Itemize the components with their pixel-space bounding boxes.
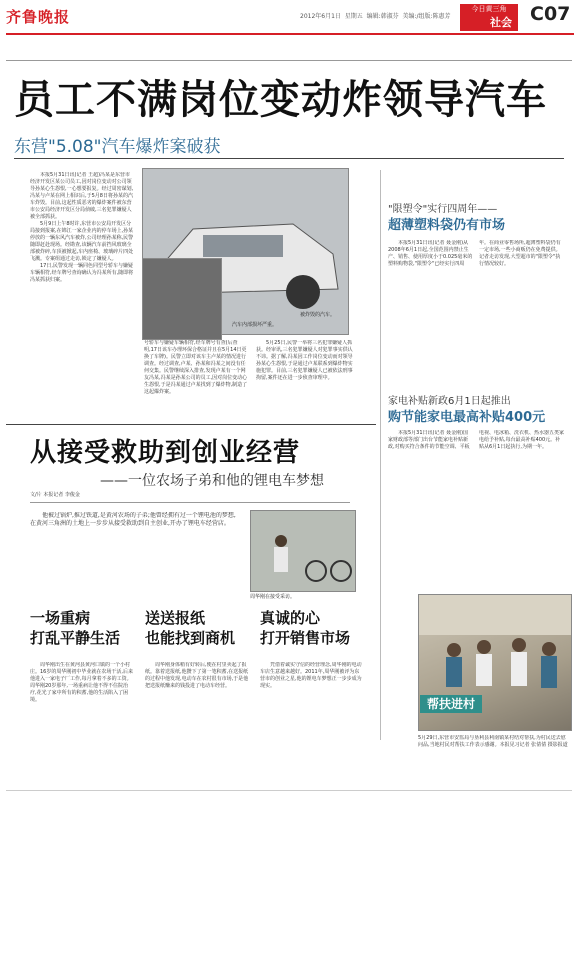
masthead-logo: 齐鲁晚报	[6, 8, 71, 26]
right2-kicker: 家电补贴新政6月1日起推出	[388, 396, 511, 407]
page-bottom-rule	[6, 790, 572, 791]
story1-rule	[14, 158, 564, 159]
right2-body: 本报5月31日讯(记者 聂金刚)国家财政部等部门出台节能家电补贴新政,对购买符合条件的节能空调、平板电视、电冰箱、洗衣机、热水器五类家电给予补贴,每台最高补贴400元。补贴从6月1日起执行,为期一年。	[388, 430, 564, 450]
story2-subhead-b-line1: 送送报纸	[145, 609, 206, 627]
story2-top-rule	[6, 424, 376, 425]
shop-image	[251, 511, 355, 591]
section-label: 社会	[460, 15, 518, 31]
right-column-divider	[380, 170, 381, 740]
right3-banner: 帮扶进村	[420, 695, 482, 713]
story2-subhead-a-line1: 一场重病	[30, 609, 91, 627]
story1-col2: 号轿车与嫌疑车辆相符,经车牌号有查(后查明,17日该车办理环保合格证并且在5月14日更换了车牌)。民警立即对该车主卢某的情况进行调查。经过调查,卢某、孙某和冯某之间没有任何交集。民警继续深入排查,发现卢某有一个网友冯某,冯某是孙某公司的员工,因对岗位变动心生怨恨,于是冯某通过卢某找到了爆炸物,制造了这起爆炸案。	[144, 340, 248, 395]
right1-kicker: "限塑令"实行四周年——	[388, 204, 498, 215]
story1-photo-caption: 汽车内部损坏严重。	[232, 322, 278, 328]
story1-photo-inset	[142, 258, 222, 340]
story2-lead: 他被过锅炉,推过铁道,是黄河农场的子弟;他曾经拥有过一个锂电池的梦想,在黄河三角洲的土地上一步步从接受救助到自主创业,开办了锂电车经营店。	[30, 512, 236, 527]
story2-col-b: 周华刚身体稍有好转后,便在村里卖起了报纸。靠着送报纸,他攒下了第一笔积蓄,在送报纸的过程中他发现,电动车在农村很有市场,于是他把送报纸赚来的钱投进了电动车经营。	[145, 662, 249, 689]
story1-headline: 员工不满岗位变动炸领导汽车	[14, 77, 547, 123]
story1-col1-p1: 本报5月31日讯(记者 王超)冯某是东营市经济开发区某公司员工,因对岗位变动对公司领导孙某心生怨恨,一心想要报复。经过周密谋划,冯某与卢某在网上相识后,于5月8日将孙某的汽车炸毁。目前,这起性质恶劣的爆炸案件被东营市公安局经济开发区分局侦破,三名犯罪嫌疑人被全部抓获。	[30, 172, 134, 220]
story1-col1-p2: 5月9日上午8时许,东营市公安局开发区分局接到报案,在锦江一家企业内的停车场上,孙某停放的一辆东风汽车被炸,公司经理孙某称,民警随即赶赴现场。经勘查,该辆汽车前挡风玻璃全部被炸碎,车顶被掀起,车内座椅、玻璃碎片四处飞溅。专案组通过走访,锁定了嫌疑人。	[30, 221, 134, 262]
story1-photo-inset-caption: 被炸毁的汽车。	[300, 312, 336, 318]
story2-subhead-b	[145, 608, 235, 648]
story2-photo	[250, 510, 356, 592]
story1-subheadline: 东营"5.08"汽车爆炸案破获	[14, 137, 221, 157]
story2-col-a: 周华刚出生在黄河县黄河口镇的一个小村庄。16岁的周华刚初中毕业就在农场干活,后来他进入一家电子厂工作,每月拿着不多的工资。周华刚20岁那年,一场重病让他不得不住院治疗,花光了家中所有的积蓄,他的生活陷入了困境。	[30, 662, 133, 703]
story2-subhead-c-line2: 打开销售市场	[260, 629, 351, 647]
story1-col3: 5月25日,民警一举将三名犯罪嫌疑人抓获。经审讯,三名犯罪嫌疑人对犯罪事实供认不讳。据了解,冯某因工作岗位变动而对领导孙某心生怨恨,于是通过卢某联系到爆炸物实施犯罪。目前,三名犯罪嫌疑人已被依法刑事拘留,案件还在进一步侦查审理中。	[256, 340, 353, 381]
story1-col1-p3: 17日,民警发现一辆同色同型号轿车与嫌疑车辆相符,经车牌号查询确认为冯某所有,随即将冯某抓获归案。	[30, 263, 134, 283]
header-divider	[6, 33, 574, 35]
right3-caption: 5月29日,东营市安监局与垦利县利南镇某村结对帮扶,为村民送去慰问品,当地村民对帮扶工作表示感谢。本报见习记者 张倩倩 摄影报道	[418, 735, 568, 748]
issue-art: 美编:/组版:陈惠芳	[402, 13, 451, 20]
right1-body: 本报5月31日讯(记者 聂金刚)从2008年6月1日起,全国范围内禁止生产、销售、使用厚度小于0.025毫米的塑料购物袋,"限塑令"已经实行四周年。在商业零售场所,超薄塑料袋仍有一定市场,一些小商贩仍在免费提供。记者走访发现,大型超市的"限塑令"执行情况较好。	[388, 240, 561, 267]
story2-subheadline: ——一位农场子弟和他的锂电车梦想	[100, 473, 324, 489]
story2-subhead-a	[30, 608, 120, 648]
right2-headline: 购节能家电最高补贴400元	[388, 410, 546, 425]
issue-date: 2012年6月1日	[300, 13, 341, 20]
story2-subhead-c-line1: 真诚的心	[260, 609, 321, 627]
story2-col-c: 凭借着诚实守信的经营理念,周华刚的电动车店生意越来越好。2011年,周华刚被评为东营市的创业之星,他的锂电车梦想正一步步成为现实。	[260, 662, 362, 689]
story2-subhead-b-line2: 也能找到商机	[145, 629, 236, 647]
issue-meta	[300, 11, 451, 20]
story2-subhead-c	[260, 608, 350, 648]
issue-weekday: 星期五	[344, 13, 363, 20]
page-number: C07	[530, 3, 571, 25]
right1-headline: 超薄塑料袋仍有市场	[388, 218, 506, 233]
story2-byline: 文/片 本报记者 李俊金	[30, 492, 80, 498]
issue-editor: 编辑:韩淑芬	[366, 13, 399, 20]
story2-rule	[30, 502, 350, 503]
story2-photo-caption: 周华刚在接受采访。	[250, 594, 296, 600]
story1-col1	[30, 172, 134, 422]
story2-subhead-a-line2: 打乱平静生活	[30, 629, 121, 647]
story2-headline: 从接受救助到创业经营	[30, 438, 301, 468]
edition-label: 今日黄三角	[460, 4, 518, 15]
